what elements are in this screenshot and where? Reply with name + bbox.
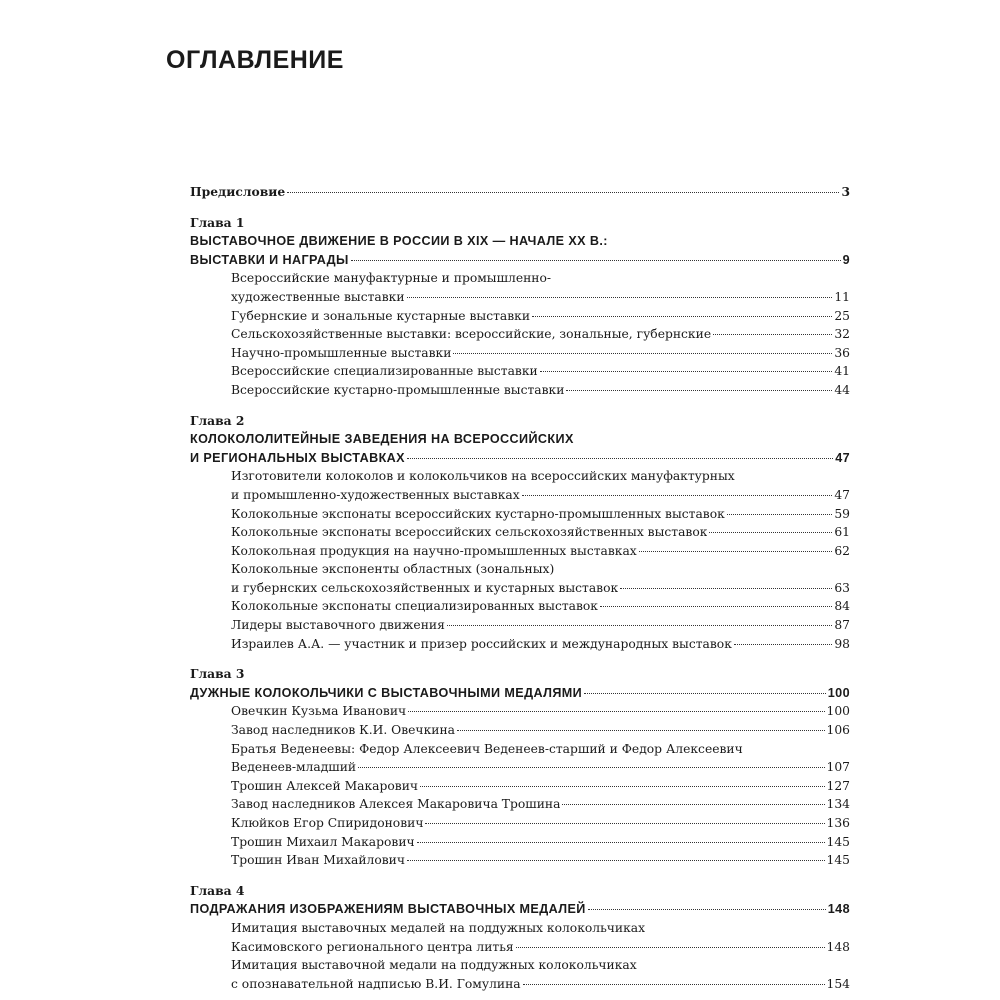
toc-entry-label: Сельскохозяйственные выставки: всероссийские, зональные, губернские [231,327,712,342]
toc-subentry-line: Всероссийские мануфактурные и промышленно- [231,271,552,286]
table-of-contents [190,183,850,993]
toc-entry-label: Овечкин Кузьма Иванович [231,704,407,719]
toc-entry-preface [190,183,850,202]
page-number: 154 [826,976,850,991]
page-number: 3 [841,184,850,199]
toc-subentry [190,542,850,561]
dot-leader [709,532,832,533]
page-number: 148 [826,939,850,954]
toc-entry-label: художественные выставки [231,289,405,304]
toc-subentry [190,597,850,616]
page-number: 100 [826,704,850,719]
page-number: 127 [826,778,850,793]
toc-entry-label: Колокольные экспонаты всероссийских сельскохозяйственных выставок [231,525,708,540]
chapter-block [190,665,850,870]
toc-entry-label: Колокольные экспонаты специализированных выставок [231,599,598,614]
page-number: 134 [826,797,850,812]
page-number: 100 [827,685,850,700]
dot-leader [420,786,824,787]
page-number: 9 [842,252,850,267]
toc-subentry [190,523,850,542]
dot-leader [407,860,825,861]
toc-entry-label: Завод наследников Алексея Макаровича Трошина [231,797,561,812]
chapter-title-line: КОЛОКОЛОЛИТЕЙНЫЕ ЗАВЕДЕНИЯ НА ВСЕРОССИЙСКИХ [190,432,574,447]
dot-leader [407,297,833,298]
toc-entry-label: с опознавательной надписью В.И. Гомулина [231,976,521,991]
page-number: 145 [826,834,850,849]
toc-subentry [190,288,850,307]
toc-subentry [190,486,850,505]
page-number: 62 [834,543,850,558]
page-number: 107 [826,760,850,775]
chapter-label: Глава 4 [190,882,245,898]
dot-leader [540,371,833,372]
dot-leader [620,588,832,589]
dot-leader [408,711,824,712]
toc-subentry-line: Изготовители колоколов и колокольчиков на всероссийских мануфактурных [231,469,735,484]
dot-leader [562,804,824,805]
toc-subentry [190,721,850,740]
toc-entry-label: Всероссийские специализированные выставки [231,364,538,379]
chapter-block [190,882,850,994]
toc-entry-label: И РЕГИОНАЛЬНЫХ ВЫСТАВКАХ [190,450,405,465]
page-number: 84 [834,599,850,614]
page-title: ОГЛАВЛЕНИЕ [166,46,344,74]
page-number: 106 [826,723,850,738]
dot-leader [566,390,832,391]
dot-leader [584,693,826,694]
toc-entry-label: Завод наследников К.И. Овечкина [231,723,455,738]
dot-leader [600,606,832,607]
page-number: 32 [834,327,850,342]
toc-subentry [190,635,850,654]
toc-subentry [190,851,850,870]
toc-entry-label: ВЫСТАВКИ И НАГРАДЫ [190,252,349,267]
dot-leader [516,947,825,948]
toc-entry-label: Предисловие [190,184,286,199]
chapter-title-line [190,251,850,270]
page-number: 98 [834,636,850,651]
toc-entry-label: Губернские и зональные кустарные выставки [231,308,531,323]
page-number: 47 [835,450,850,465]
dot-leader [588,909,826,910]
toc-subentry [190,975,850,994]
dot-leader [447,625,832,626]
toc-subentry [190,758,850,777]
page-number: 59 [834,506,850,521]
page-number: 36 [834,345,850,360]
toc-entry-label: Колокольная продукция на научно-промышленных выставках [231,543,637,558]
toc-subentry [190,307,850,326]
toc-entry-label: ДУЖНЫЕ КОЛОКОЛЬЧИКИ С ВЫСТАВОЧНЫМИ МЕДАЛЯМИ [190,685,583,700]
toc-subentry [190,505,850,524]
toc-subentry-line: Братья Веденеевы: Федор Алексеевич Веденеев-старший и Федор Алексеевич [231,741,743,756]
dot-leader [727,514,833,515]
toc-subentry [190,833,850,852]
dot-leader [417,842,825,843]
toc-entry-label: Касимовского регионального центра литья [231,939,514,954]
toc-entry-label: Клюйков Егор Спиридонович [231,816,424,830]
page-number: 44 [834,382,850,397]
page-number: 47 [834,487,850,502]
dot-leader [358,767,824,768]
toc-entry-label: Веденеев-младший [231,760,357,775]
chapter-list [190,214,850,994]
toc-subentry [190,702,850,721]
dot-leader [407,458,833,459]
dot-leader [457,730,825,731]
page-number: 87 [834,618,850,633]
toc-entry-label: ПОДРАЖАНИЯ ИЗОБРАЖЕНИЯМ ВЫСТАВОЧНЫХ МЕДАЛЕЙ [190,902,586,917]
toc-subentry-line: Имитация выставочной медали на поддужных колокольчиках [231,958,637,973]
page-number: 11 [834,289,850,304]
toc-entry-label: Трошин Михаил Макарович [231,834,415,849]
page-number: 136 [826,816,850,830]
toc-entry-label: и промышленно-художественных выставках [231,487,520,502]
toc-subentry [190,616,850,635]
chapter-label: Глава 2 [190,412,245,428]
toc-subentry [190,325,850,344]
page-number: 41 [834,364,850,379]
toc-entry-label: и губернских сельскохозяйственных и кустарных выставок [231,580,619,595]
dot-leader [425,823,824,824]
chapter-label: Глава 3 [190,666,245,682]
chapter-title-line [190,900,850,919]
dot-leader [713,334,832,335]
dot-leader [523,984,825,985]
toc-subentry [190,344,850,363]
toc-entry-label: Трошин Иван Михайлович [231,853,406,868]
toc-subentry [190,381,850,400]
chapter-title-line [190,684,850,703]
toc-subentry-line: Имитация выставочных медалей на поддужных колокольчиках [231,920,646,935]
dot-leader [453,353,832,354]
page-number: 145 [826,853,850,868]
chapter-title-line: ВЫСТАВОЧНОЕ ДВИЖЕНИЕ В РОССИИ В XIX — НАЧАЛЕ XX В.: [190,234,608,249]
page-number: 148 [827,902,850,917]
toc-entry-label: Колокольные экспонаты всероссийских кустарно-промышленных выставок [231,506,725,521]
chapter-title-line [190,449,850,468]
dot-leader [734,644,832,645]
toc-subentry-line: Колокольные экспоненты областных (зональных) [231,562,555,577]
dot-leader [639,551,833,552]
toc-entry-label: Израилев А.А. — участник и призер российских и международных выставок [231,636,732,651]
page-number: 25 [834,308,850,323]
dot-leader [522,495,833,496]
toc-entry-label: Всероссийские кустарно-промышленные выставки [231,382,565,397]
chapter-block [190,412,850,654]
toc-entry-label: Научно-промышленные выставки [231,345,452,360]
dot-leader [532,316,832,317]
chapter-label: Глава 1 [190,214,245,230]
toc-entry-label: Лидеры выставочного движения [231,618,445,633]
page-number: 61 [834,525,850,540]
toc-subentry [190,795,850,814]
dot-leader [351,260,841,261]
toc-subentry [190,579,850,598]
toc-subentry [190,814,850,833]
toc-entry-label: Трошин Алексей Макарович [231,778,419,793]
chapter-block [190,214,850,400]
toc-subentry [190,362,850,381]
dot-leader [287,192,839,193]
page-number: 63 [834,580,850,595]
toc-subentry [190,777,850,796]
toc-subentry [190,938,850,957]
